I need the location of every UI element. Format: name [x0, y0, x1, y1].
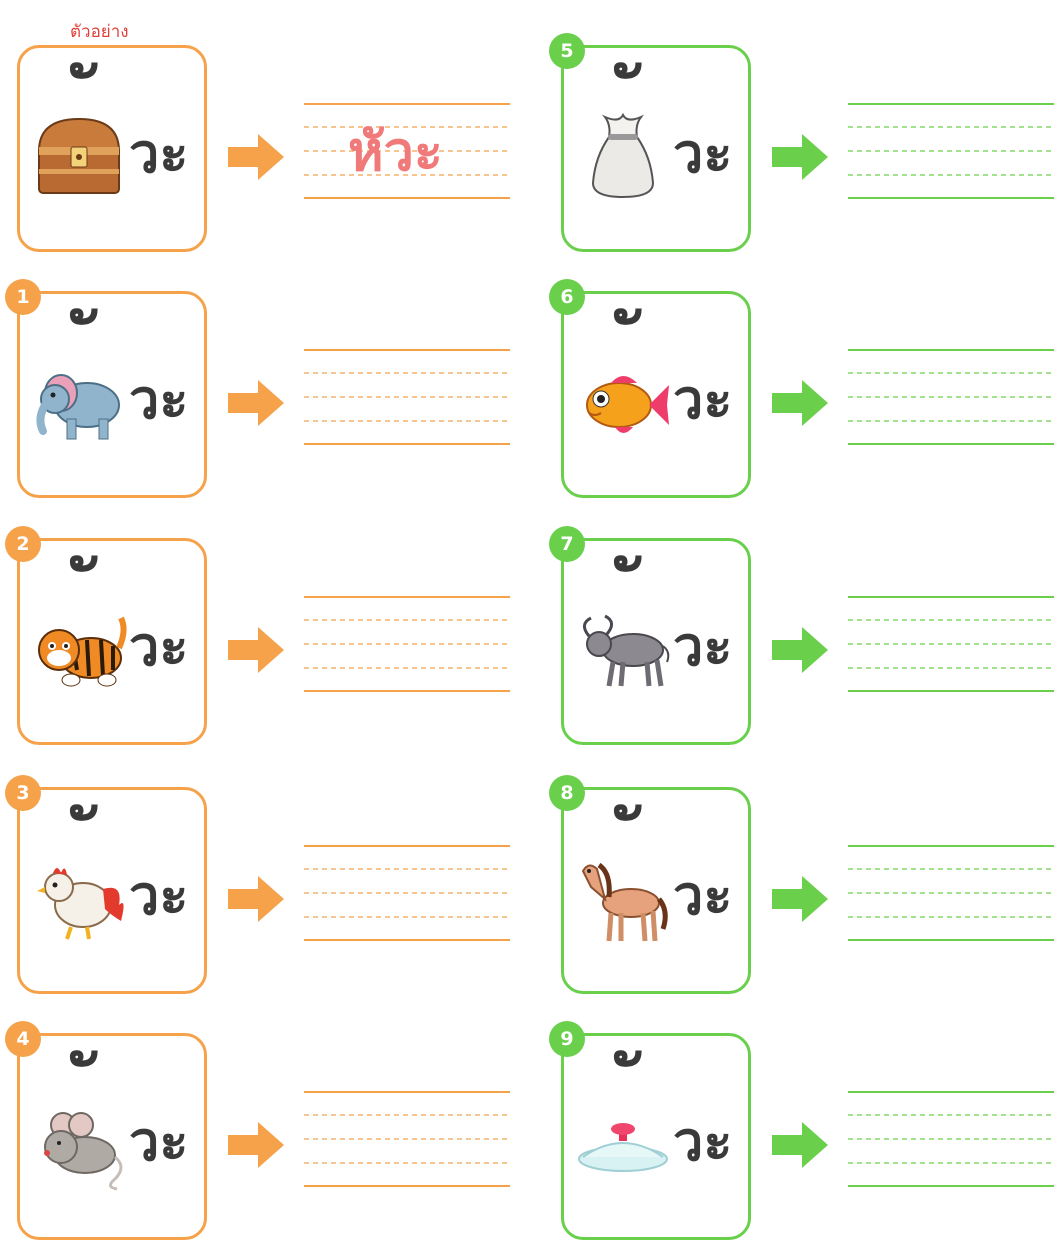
syllable-text: วะ	[129, 122, 189, 185]
writing-lines[interactable]	[848, 845, 1054, 941]
arrow-right-icon	[772, 627, 828, 673]
writing-lines[interactable]	[848, 1091, 1054, 1187]
tiger-icon	[31, 600, 127, 696]
elephant-icon	[31, 353, 127, 449]
number-badge: 5	[549, 33, 585, 69]
lid-icon	[575, 1095, 671, 1191]
arrow-right-icon	[228, 380, 284, 426]
writing-lines[interactable]	[304, 845, 510, 941]
number-badge: 3	[5, 775, 41, 811]
writing-lines[interactable]	[304, 349, 510, 445]
arrow-right-icon	[772, 1122, 828, 1168]
example-label: ตัวอย่าง	[70, 22, 129, 42]
number-badge: 6	[549, 279, 585, 315]
syllable-text: วะ	[129, 1110, 189, 1173]
arrow-right-icon	[772, 876, 828, 922]
writing-lines[interactable]	[848, 596, 1054, 692]
syllable-text: วะ	[129, 615, 189, 678]
syllable-text: วะ	[673, 122, 733, 185]
syllable-text: วะ	[129, 864, 189, 927]
mouse-icon	[31, 1095, 127, 1191]
arrow-right-icon	[772, 380, 828, 426]
chicken-icon	[31, 849, 127, 945]
number-badge: 7	[549, 526, 585, 562]
number-badge: 9	[549, 1021, 585, 1057]
writing-lines[interactable]	[848, 349, 1054, 445]
arrow-right-icon	[228, 1122, 284, 1168]
writing-lines[interactable]	[304, 596, 510, 692]
syllable-text: วะ	[673, 1110, 733, 1173]
number-badge: 2	[5, 526, 41, 562]
number-badge: 4	[5, 1021, 41, 1057]
number-badge: 8	[549, 775, 585, 811]
arrow-right-icon	[228, 876, 284, 922]
horse-icon	[575, 849, 671, 945]
arrow-right-icon	[228, 627, 284, 673]
syllable-text: วะ	[673, 368, 733, 431]
answer-text: หัวะ	[348, 120, 443, 183]
buffalo-icon	[575, 600, 671, 696]
syllable-text: วะ	[129, 368, 189, 431]
syllable-text: วะ	[673, 864, 733, 927]
writing-lines[interactable]	[304, 1091, 510, 1187]
syllable-text: วะ	[673, 615, 733, 678]
fish-icon	[575, 353, 671, 449]
number-badge: 1	[5, 279, 41, 315]
